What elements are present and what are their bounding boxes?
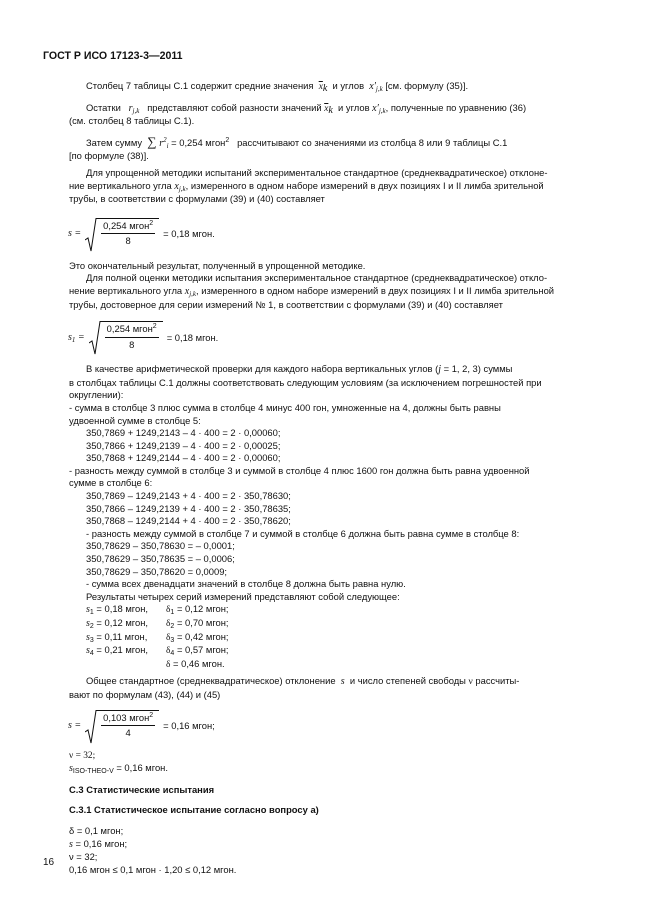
paragraph-residuals-cont: (см. столбец 8 таблицы С.1).	[69, 115, 195, 127]
check2-line: 350,7866 – 1249,2139 + 4 · 400 = 2 · 350,78635;	[86, 502, 291, 514]
paragraph-full-eval: Для полной оценки методики испытания экспериментальное стандартное (среднеквадратическое) откло-	[86, 272, 548, 284]
paragraph-simplified-3: трубы, в соответствии с формулами (39) и (40) составляет	[69, 193, 325, 205]
page-number: 16	[43, 857, 55, 868]
paragraph-full-eval-3: трубы, достоверное для серии измерений № 1, в соответствии с формулами (39) и (40) составляет	[69, 298, 503, 310]
section-c3-heading: С.3 Статистические испытания	[69, 783, 215, 795]
paragraph-arith-check-3: округлении):	[69, 389, 124, 401]
paragraph-simplified: Для упрощенной методики испытаний экспериментальное стандартное (среднеквадратическое) отклоне-	[86, 166, 548, 178]
formula-s-overall: s = $\frac{0,103 мгон^2}{4}$ = 0,16 мгон;	[69, 710, 602, 744]
results-title: Результаты четырех серий измерений представляют собой следующее:	[86, 590, 400, 602]
section-c31-heading: С.3.1 Статистическое испытание согласно вопросу а)	[69, 804, 319, 816]
check3-line: 350,78629 – 350,78635 = – 0,0006;	[86, 553, 235, 565]
s-iso-theo-v: $s_{ISO-THEO-V} = 0,16$ мгон.	[69, 762, 168, 776]
check3-line: 350,78629 – 350,78620 = 0,0009;	[86, 565, 228, 577]
paragraph-sum: Затем сумму ∑ $r^2_i = 0,254$ мгон$^2$ рассчитывают со значениями из столбца 8 или 9 таблицы С.1	[86, 133, 508, 150]
x-prime-symbol: $x'_{j,k}$	[369, 81, 383, 93]
paragraph-overall: Общее стандартное (среднеквадратическое) отклонение s и число степеней свободы ν рассчиты-	[86, 675, 520, 688]
standard-title: ГОСТ Р ИСО 17123-3—2011	[43, 50, 183, 62]
check1-line: 350,7869 + 1249,2143 – 4 · 400 = 2 · 0,00060;	[86, 427, 281, 439]
check2-line: 350,7868 – 1249,2144 + 4 · 400 = 2 · 350,78620;	[86, 515, 291, 527]
check4-title: - сумма всех двенадцати значений в столбце 8 должна быть равна нулю.	[86, 578, 406, 590]
check1-line: 350,7868 + 1249,2144 – 4 · 400 = 2 · 0,00060;	[86, 452, 281, 464]
paragraph-overall-2: вают по формулам (43), (44) и (45)	[69, 688, 221, 700]
final-s: s = 0,16 мгон;	[69, 837, 128, 850]
paragraph-column7: Столбец 7 таблицы С.1 содержит средние значения $\overline{x}_k$ и углов $x'_{j,k}$ [см. формулу (35)].	[86, 80, 469, 94]
check1-title: - сумма в столбце 3 плюс сумма в столбце 4 минус 400 гон, умноженные на 4, должны быть равны	[69, 401, 501, 413]
final-nu: ν = 32;	[69, 851, 98, 863]
paragraph-residuals: Остатки $r_{j,k}$ представляют собой разности значений $\overline{x}_k$ и углов $x'_{j,k}$, полученные по уравнению (36)	[86, 101, 527, 116]
paragraph-final-result: Это окончательный результат, полученный в упрощенной методике.	[69, 259, 366, 271]
paragraph-simplified-2: ние вертикального угла $x_{j,k}$, измеренного в одном наборе измерений в двух позициях I и II лимба зрительной	[69, 179, 544, 193]
check1-line: 350,7866 + 1249,2139 – 4 · 400 = 2 · 0,00025;	[86, 439, 281, 451]
check2-line: 350,7869 – 1249,2143 + 4 · 400 = 2 · 350,78630;	[86, 490, 291, 502]
results-table: $s_1 = 0,18$ мгон, $\delta_1 = 0,12$ мгон; $s_2 = 0,12$ мгон, $\delta_2 = 0,70$ мгон; $s_3 = 0,11$ мгон, $\delta_3 = 0,42$ мгон; $s_4 = 0,21$ мгон, $\delta_4 = 0,57$ мгон; δ = 0,46 мгон.	[86, 603, 229, 670]
paragraph-arith-check-2: в столбцах таблицы С.1 должны соответствовать следующим условиям (за исключением погрешностей при	[69, 376, 542, 388]
paragraph-sum-cont: [по формуле (38)].	[69, 150, 149, 162]
formula-s1: $s_1$ = $\frac{0,254 мгон^2}{8}$ = 0,18 мгон.	[69, 321, 602, 355]
mean-x-symbol: $\overline{x}$	[318, 82, 323, 92]
check1-title-2: удвоенной сумме в столбце 5:	[69, 414, 201, 426]
check2-title: - разность между суммой в столбце 3 и суммой в столбце 4 плюс 1600 гон должна быть равна удвоенной	[69, 464, 530, 476]
check3-title: - разность между суммой в столбце 7 и суммой в столбце 6 должна быть равна сумме в столбце 8:	[86, 527, 520, 539]
formula-s-simplified: s = $\frac{0,254 мгон^2}{8}$ = 0,18 мгон.	[69, 218, 602, 252]
radical-sign	[85, 710, 97, 744]
paragraph-full-eval-2: нение вертикального угла $x_{j,k}$, измеренного в одном наборе измерений в двух позициях I и II лимба зрительной	[69, 284, 555, 298]
text: [см. формулу (35)].	[385, 80, 469, 91]
text: и углов	[332, 80, 365, 91]
radical-sign	[85, 218, 97, 252]
paragraph-arith-check: В качестве арифметической проверки для каждого набора вертикальных углов (j = 1, 2, 3) суммы	[86, 363, 513, 376]
check2-title-2: сумме в столбце 6:	[69, 477, 153, 489]
check3-line: 350,78629 – 350,78630 = – 0,0001;	[86, 540, 235, 552]
text: Столбец 7 таблицы С.1 содержит средние значения	[86, 80, 314, 91]
page-body	[68, 80, 602, 876]
final-inequality: 0,16 мгон ≤ 0,1 мгон · 1,20 ≤ 0,12 мгон.	[69, 863, 237, 875]
final-delta: δ = 0,1 мгон;	[69, 824, 124, 836]
nu-value: ν = 32;	[69, 750, 96, 761]
radical-sign	[89, 321, 101, 355]
